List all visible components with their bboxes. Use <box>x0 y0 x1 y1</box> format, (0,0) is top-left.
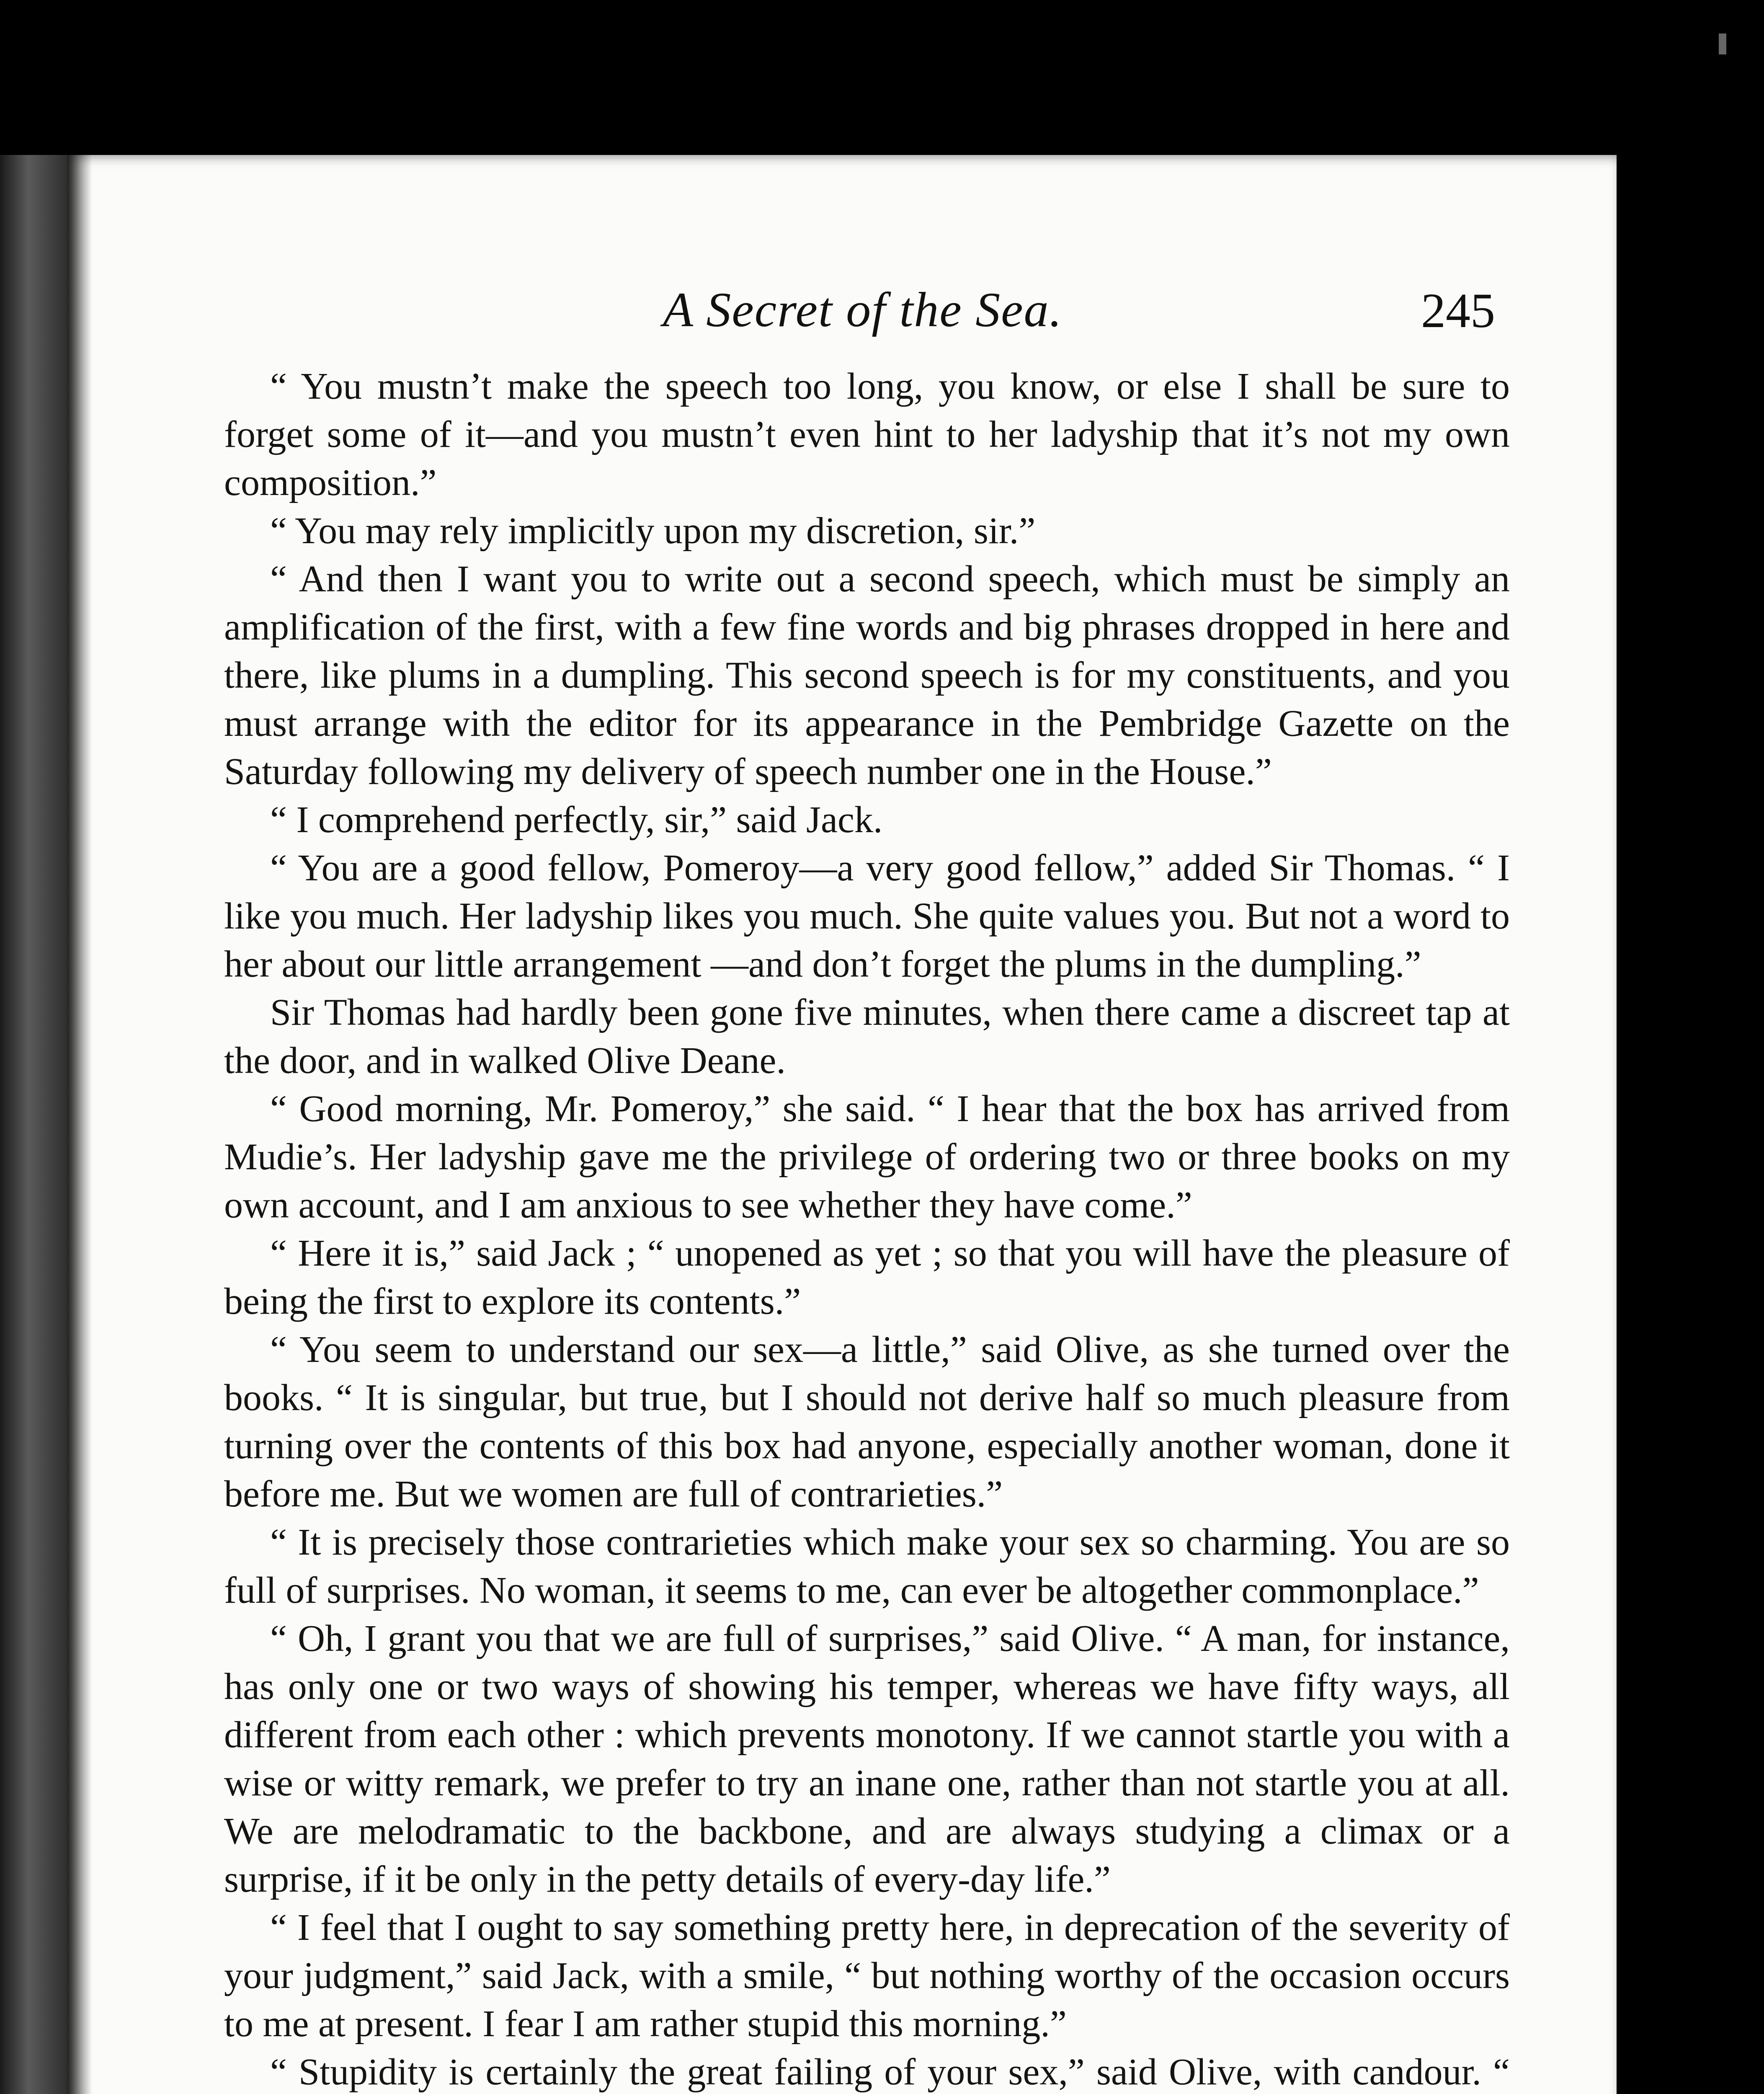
paragraph: “ You are a good fellow, Pomeroy—a very good fellow,” added Sir Thomas. “ I like you much. Her ladyship likes you much. She quite values you. But not a word to her about our little arrangement —and don’t forget the plums in the dumpling.” <box>224 847 1510 985</box>
page-number: 245 <box>1421 283 1495 338</box>
book-page <box>67 155 1617 2094</box>
paragraph: Sir Thomas had hardly been gone five minutes, when there came a discreet tap at the door, and in walked Olive Deane. <box>224 992 1510 1081</box>
body-text <box>224 362 1510 2094</box>
paragraph: “ Good morning, Mr. Pomeroy,” she said. “ I hear that the box has arrived from Mudie’s. Her ladyship gave me the privilege of ordering two or three books on my own account, and I am anxious to see whether they have come.” <box>224 1088 1510 1226</box>
paragraph: “ Here it is,” said Jack ; “ unopened as yet ; so that you will have the pleasure of being the first to explore its contents.” <box>224 1233 1510 1322</box>
gutter-shadow <box>67 155 92 2094</box>
running-title: A Secret of the Sea. <box>663 282 1063 337</box>
paragraph: “ Stupidity is certainly the great failing of your sex,” said Olive, with candour. “ <box>270 2051 1510 2093</box>
paragraph: “ Oh, I grant you that we are full of surprises,” said Olive. “ A man, for instance, has only one or two ways of showing his temper, whereas we have fifty ways, all different from each other : which prevents monotony. If we cannot startle you with a wise or witty remark, we prefer to try an inane one, rather than not startle you at all. We are melodramatic to the backbone, and are always studying a climax or a surprise, if it be only in the petty details of every-day life.” <box>224 1618 1510 1900</box>
paragraph: “ You seem to understand our sex—a little,” said Olive, as she turned over the books. “ It is singular, but true, but I should not derive half so much pleasure from turning over the contents of this box had anyone, especially another woman, done it before me. But we women are full of contrarieties.” <box>224 1329 1510 1515</box>
paragraph: “ It is precisely those contrarieties which make your sex so charming. You are so full of surprises. No woman, it seems to me, can ever be altogether commonplace.” <box>224 1522 1510 1611</box>
scan-speck <box>1719 34 1726 54</box>
paragraph: “ I comprehend perfectly, sir,” said Jack. <box>270 799 883 841</box>
paragraph: “ And then I want you to write out a second speech, which must be simply an amplification of the first, with a few fine words and big phrases dropped in here and there, like plums in a dumpling. This second speech is for my constituents, and you must arrange with the editor for its appearance in the Pembridge Gazette on the Saturday following my delivery of speech number one in the House.” <box>224 558 1510 792</box>
previous-page-edge <box>0 155 71 2094</box>
page-header <box>235 281 1495 348</box>
paragraph: “ You mustn’t make the speech too long, you know, or else I shall be sure to forget some of it—and you mustn’t even hint to her ladyship that it’s not my own composition.” <box>224 366 1510 503</box>
paragraph: “ I feel that I ought to say something pretty here, in deprecation of the severity of your judgment,” said Jack, with a smile, “ but nothing worthy of the occasion occurs to me at present. I fear I am rather stupid this morning.” <box>224 1907 1510 2045</box>
paragraph: “ You may rely implicitly upon my discretion, sir.” <box>270 510 1036 552</box>
